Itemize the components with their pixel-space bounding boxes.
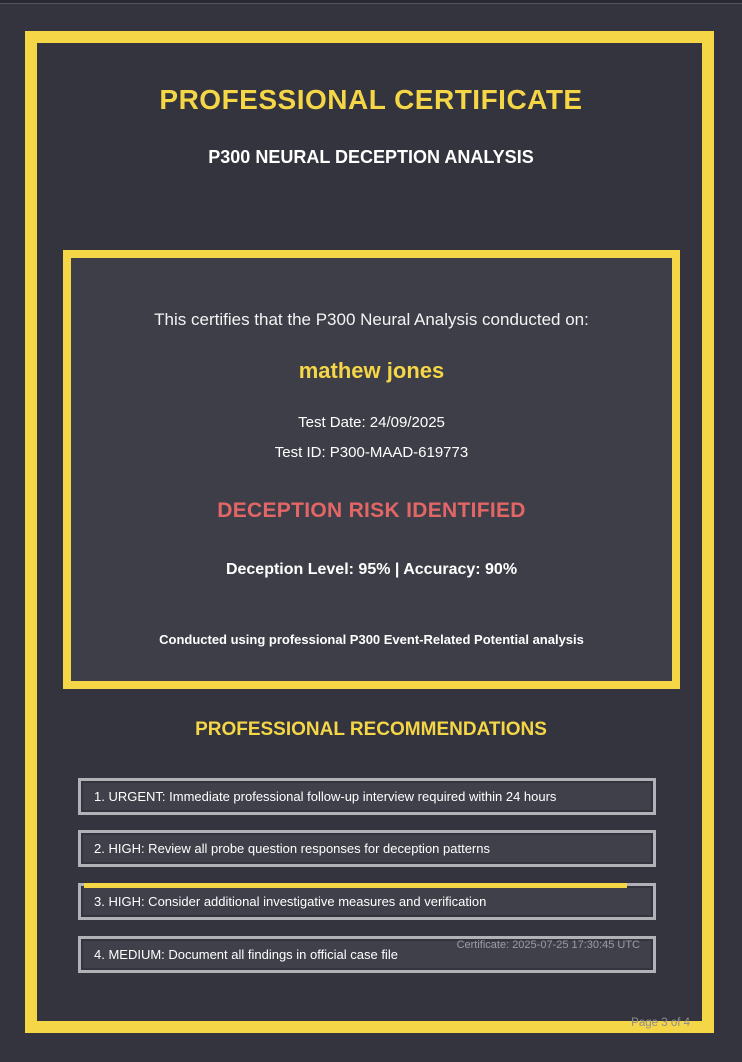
deception-metrics: Deception Level: 95% | Accuracy: 90% [225,561,518,578]
window-top-edge [0,0,742,4]
deception-level-bar [84,883,627,888]
test-date: Test Date: 24/09/2025 [298,414,445,431]
method-note: Conducted using professional P300 Event-Related Potential analysis [159,632,584,647]
page-indicator: Page 3 of 4 [631,1017,690,1029]
page-subtitle: P300 NEURAL DECEPTION ANALYSIS [208,147,534,167]
recommendation-text-3: 3. HIGH: Consider additional investigative measures and verification [83,888,651,915]
recommendations-heading: PROFESSIONAL RECOMMENDATIONS [195,719,547,740]
certification-intro-text: This certifies that the P300 Neural Analysis conducted on: [154,310,589,329]
recommendation-text-1: 1. URGENT: Immediate professional follow-up interview required within 24 hours [83,783,651,810]
recommendation-text-4: 4. MEDIUM: Document all findings in official case file [83,941,651,968]
certificate-timestamp: Certificate: 2025-07-25 17:30:45 UTC [456,939,640,951]
test-id: Test ID: P300-MAAD-619773 [274,444,469,461]
recommendation-item-3 [78,883,656,920]
recommendation-item-1 [78,778,656,815]
recommendation-text-2: 2. HIGH: Review all probe question responses for deception patterns [83,835,651,862]
page-title: PROFESSIONAL CERTIFICATE [159,84,583,115]
deception-risk-headline: DECEPTION RISK IDENTIFIED [217,499,526,522]
subject-name: mathew jones [298,358,445,383]
recommendation-item-2 [78,830,656,867]
certificate-panel [63,250,680,689]
